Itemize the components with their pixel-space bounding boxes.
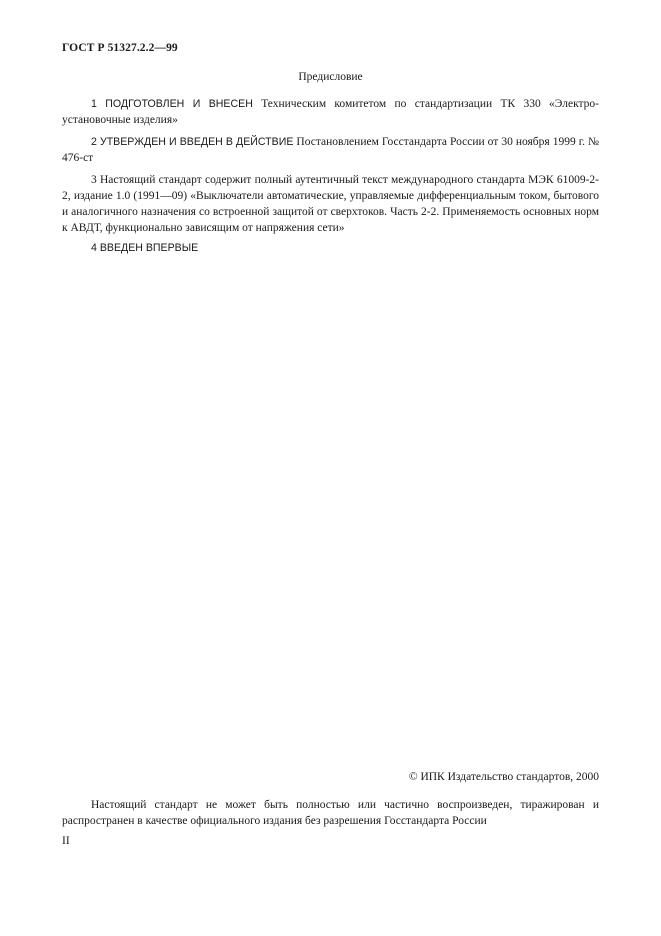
foreword-item-2-text: Постановлением Госстандарта России от 30 ноября 1999 г. № 476-ст [62, 136, 600, 164]
foreword-item-4-lead: 4 ВВЕДЕН ВПЕРВЫЕ [91, 242, 199, 254]
foreword-item-2-lead: 2 УТВЕРЖДЕН И ВВЕДЕН В ДЕЙСТВИЕ [91, 136, 294, 148]
reproduction-notice: Настоящий стандарт не может быть полностью или частично воспроизведен, тиражирован и распространен в качестве официального издания без разрешения Госстандарта России [62, 799, 599, 827]
document-code: ГОСТ Р 51327.2.2—99 [62, 42, 178, 54]
foreword-item-3 [62, 172, 599, 236]
foreword-item-3-text: 3 Настоящий стандарт содержит полный аутентичный текст международного стандарта МЭК 61009-2-2, издание 1.0 (1991—09) «Выключатели автоматические, управляемые дифференциальным током, бытового и аналогичного назначения со встроенной защитой от сверхтоков. Часть 2-2. Применяемость основных норм к АВДТ, функционально зависящим от напряжения сети» [62, 174, 599, 234]
foreword-item-4 [62, 240, 599, 256]
page-number: II [62, 835, 70, 847]
foreword-item-1-text: Техническим комитетом по стандартизации ТК 330 «Электро-установочные изделия» [62, 98, 600, 126]
foreword-item-1 [62, 96, 599, 128]
copyright-line: © ИПК Издательство стандартов, 2000 [408, 771, 599, 783]
foreword-item-1-lead: 1 ПОДГОТОВЛЕН И ВНЕСЕН [91, 98, 253, 110]
foreword-item-2 [62, 134, 599, 166]
foreword-title: Предисловие [298, 71, 363, 83]
